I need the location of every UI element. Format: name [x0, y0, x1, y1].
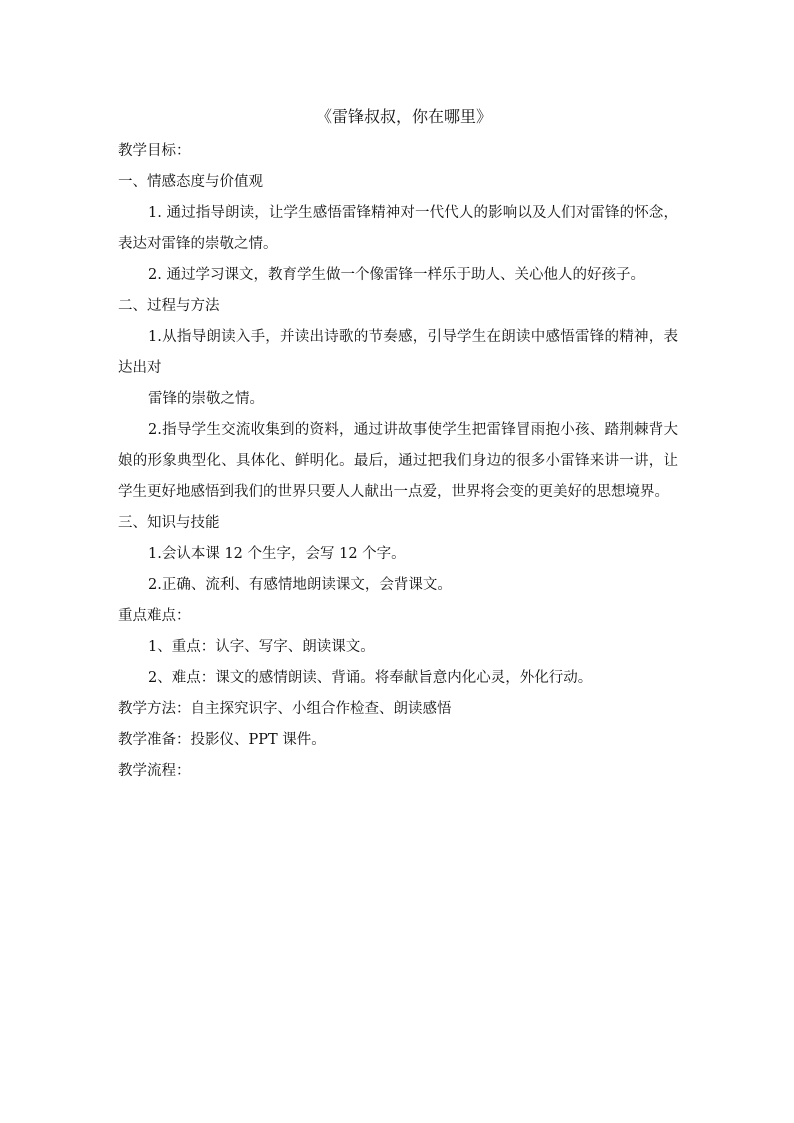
document-title: 《雷锋叔叔，你在哪里》 — [315, 107, 492, 126]
teaching-preparation: 教学准备：投影仪、PPT 课件。 — [118, 732, 326, 748]
key-points-item2: 2、难点：课文的感情朗读、背诵。将奉献旨意内化心灵，外化行动。 — [148, 670, 593, 686]
section3-heading: 三、知识与技能 — [118, 515, 220, 531]
section2-item1-line1: 1.从指导朗读入手，并读出诗歌的节奏感，引导学生在朗读中感悟雷锋的精神，表达出对 — [118, 329, 678, 376]
section2-heading: 二、过程与方法 — [118, 298, 220, 314]
section2-item2: 2.指导学生交流收集到的资料，通过讲故事使学生把雷锋冒雨抱小孩、踏荆棘背大娘的形象典型化、具体化、鲜明化。最后，通过把我们身边的很多小雷锋来讲一讲，让学生更好地感悟到我们的世界只要人人献出一点爱，世界将会变的更美好的思想境界。 — [118, 422, 678, 500]
section3-item2: 2.正确、流利、有感情地朗读课文，会背课文。 — [148, 577, 452, 593]
section1-heading: 一、情感态度与价值观 — [118, 174, 263, 190]
teaching-process-heading: 教学流程： — [118, 763, 191, 779]
document-body — [118, 104, 678, 787]
objectives-heading: 教学目标： — [118, 143, 191, 159]
key-points-item1: 1、重点：认字、写字、朗读课文。 — [148, 639, 375, 655]
section1-item2: 2. 通过学习课文，教育学生做一个像雷锋一样乐于助人、关心他人的好孩子。 — [148, 267, 645, 283]
section2-item1-line2: 雷锋的崇敬之情。 — [148, 391, 264, 407]
teaching-methods: 教学方法：自主探究识字、小组合作检查、朗读感悟 — [118, 701, 452, 717]
section3-item1: 1.会认本课 12 个生字，会写 12 个字。 — [148, 546, 406, 562]
key-points-heading: 重点难点： — [118, 608, 191, 624]
section1-item1: 1. 通过指导朗读，让学生感悟雷锋精神对一代代人的影响以及人们对雷锋的怀念，表达对雷锋的崇敬之情。 — [118, 205, 678, 252]
